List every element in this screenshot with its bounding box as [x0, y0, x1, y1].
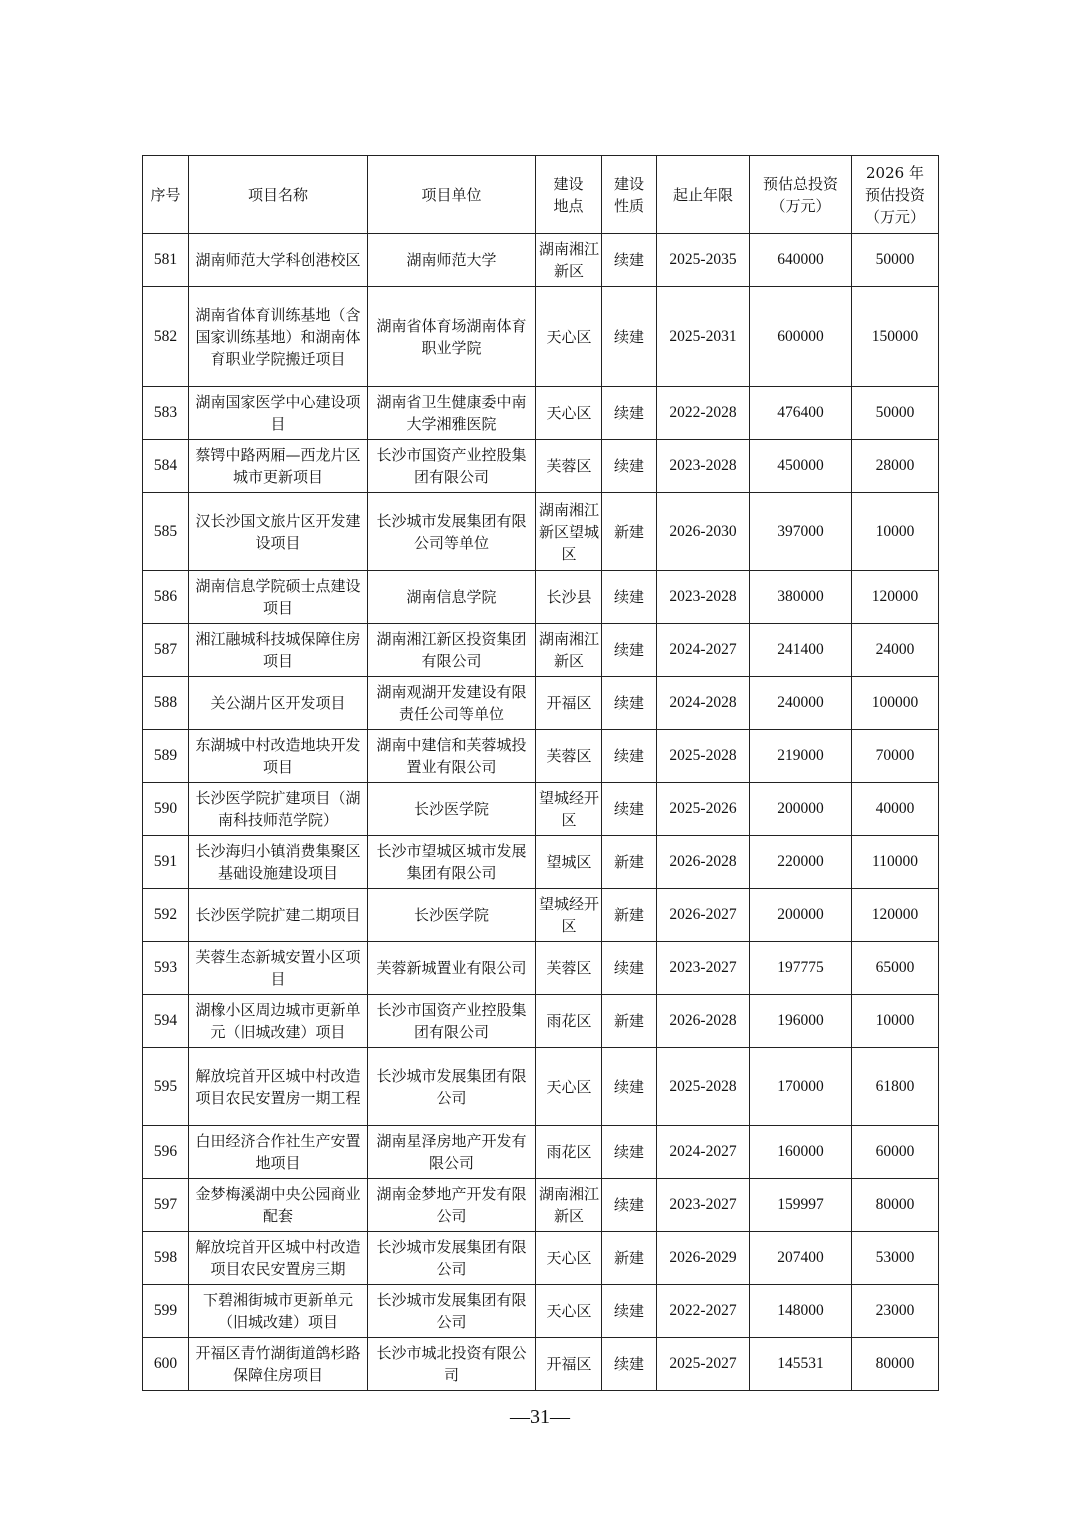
location — [536, 889, 602, 942]
table-row — [143, 1179, 939, 1232]
project-name: 东湖城中村改造地块开发项目 — [189, 730, 368, 783]
header-2026 — [852, 156, 939, 234]
location — [536, 493, 602, 571]
total-investment: 160000 — [750, 1126, 852, 1179]
project-name: 湘江融城科技城保障住房项目 — [189, 624, 368, 677]
years: 2026-2027 — [657, 889, 750, 942]
years: 2024-2027 — [657, 1126, 750, 1179]
total-investment: 145531 — [750, 1338, 852, 1391]
project-unit: 湖南金梦地产开发有限公司 — [368, 1179, 536, 1232]
table-row — [143, 387, 939, 440]
location — [536, 1338, 602, 1391]
years: 2022-2027 — [657, 1285, 750, 1338]
project-unit: 湖南省卫生健康委中南大学湘雅医院 — [368, 387, 536, 440]
construction-type: 续建 — [602, 677, 657, 730]
investment-2026: 50000 — [852, 234, 939, 287]
location — [536, 440, 602, 493]
project-name: 汉长沙国文旅片区开发建设项目 — [189, 493, 368, 571]
page-number: —31— — [510, 1406, 570, 1428]
table-row — [143, 995, 939, 1048]
project-name: 金梦梅溪湖中央公园商业配套 — [189, 1179, 368, 1232]
project-unit: 湖南星泽房地产开发有限公司 — [368, 1126, 536, 1179]
construction-type: 新建 — [602, 836, 657, 889]
header-unit: 项目单位 — [368, 156, 536, 234]
investment-2026: 53000 — [852, 1232, 939, 1285]
row-no: 591 — [143, 836, 189, 889]
table-row — [143, 783, 939, 836]
row-no: 586 — [143, 571, 189, 624]
table-row — [143, 1126, 939, 1179]
row-no: 587 — [143, 624, 189, 677]
header-years: 起止年限 — [657, 156, 750, 234]
construction-type: 续建 — [602, 1048, 657, 1126]
project-unit: 长沙城市发展集团有限公司 — [368, 1232, 536, 1285]
construction-type: 续建 — [602, 783, 657, 836]
table-row — [143, 730, 939, 783]
location — [536, 995, 602, 1048]
row-no: 600 — [143, 1338, 189, 1391]
location — [536, 624, 602, 677]
total-investment: 219000 — [750, 730, 852, 783]
table-row — [143, 493, 939, 571]
construction-type: 续建 — [602, 1126, 657, 1179]
header-text: 建设性质 — [614, 174, 645, 215]
years: 2026-2028 — [657, 836, 750, 889]
construction-type: 续建 — [602, 440, 657, 493]
location-text: 望城区 — [546, 853, 592, 871]
total-investment: 476400 — [750, 387, 852, 440]
header-text: 预估总投资（万元） — [763, 174, 839, 215]
investment-2026: 150000 — [852, 287, 939, 387]
location — [536, 1285, 602, 1338]
years: 2026-2028 — [657, 995, 750, 1048]
project-name: 湖橡小区周边城市更新单元（旧城改建）项目 — [189, 995, 368, 1048]
years: 2024-2028 — [657, 677, 750, 730]
project-name: 蔡锷中路两厢—西龙片区城市更新项目 — [189, 440, 368, 493]
location — [536, 1126, 602, 1179]
location-text: 雨花区 — [546, 1012, 592, 1030]
years: 2024-2027 — [657, 624, 750, 677]
location-text: 开福区 — [546, 1355, 592, 1373]
construction-type: 续建 — [602, 1179, 657, 1232]
investment-2026: 28000 — [852, 440, 939, 493]
table-row — [143, 287, 939, 387]
years: 2022-2028 — [657, 387, 750, 440]
table-row — [143, 1285, 939, 1338]
construction-type: 续建 — [602, 287, 657, 387]
investment-2026: 120000 — [852, 889, 939, 942]
location-text: 芙蓉区 — [546, 747, 592, 765]
location-text: 芙蓉区 — [546, 457, 592, 475]
total-investment: 241400 — [750, 624, 852, 677]
project-name: 湖南国家医学中心建设项目 — [189, 387, 368, 440]
project-unit: 湖南省体育场湖南体育职业学院 — [368, 287, 536, 387]
total-investment: 148000 — [750, 1285, 852, 1338]
location — [536, 287, 602, 387]
total-investment: 640000 — [750, 234, 852, 287]
years: 2025-2028 — [657, 1048, 750, 1126]
table-row — [143, 889, 939, 942]
table-row — [143, 836, 939, 889]
location-text: 望城经开区 — [539, 895, 600, 935]
total-investment: 170000 — [750, 1048, 852, 1126]
project-name: 开福区青竹湖街道鸽杉路保障住房项目 — [189, 1338, 368, 1391]
total-investment: 240000 — [750, 677, 852, 730]
investment-2026: 65000 — [852, 942, 939, 995]
years: 2026-2029 — [657, 1232, 750, 1285]
row-no: 583 — [143, 387, 189, 440]
table-row — [143, 942, 939, 995]
header-name: 项目名称 — [189, 156, 368, 234]
header-text: 建设地点 — [553, 174, 584, 215]
project-unit: 芙蓉新城置业有限公司 — [368, 942, 536, 995]
location — [536, 730, 602, 783]
years: 2023-2027 — [657, 942, 750, 995]
project-name: 芙蓉生态新城安置小区项目 — [189, 942, 368, 995]
location-text: 湖南湘江新区望城区 — [539, 500, 600, 563]
project-name: 解放垸首开区城中村改造项目农民安置房一期工程 — [189, 1048, 368, 1126]
table-row — [143, 571, 939, 624]
row-no: 590 — [143, 783, 189, 836]
investment-2026: 50000 — [852, 387, 939, 440]
table-row — [143, 440, 939, 493]
location-text: 天心区 — [546, 327, 592, 346]
location-text: 湖南湘江新区 — [539, 1185, 600, 1225]
location-text: 天心区 — [546, 1249, 592, 1267]
location — [536, 571, 602, 624]
investment-2026: 61800 — [852, 1048, 939, 1126]
years: 2023-2028 — [657, 440, 750, 493]
years: 2025-2027 — [657, 1338, 750, 1391]
location-text: 湖南湘江新区 — [539, 630, 600, 670]
project-unit: 湖南师范大学 — [368, 234, 536, 287]
location — [536, 836, 602, 889]
construction-type: 新建 — [602, 1232, 657, 1285]
row-no: 596 — [143, 1126, 189, 1179]
investment-2026: 80000 — [852, 1338, 939, 1391]
table-header-row — [143, 156, 939, 234]
location — [536, 677, 602, 730]
header-total — [750, 156, 852, 234]
investment-2026: 100000 — [852, 677, 939, 730]
row-no: 594 — [143, 995, 189, 1048]
project-name: 湖南省体育训练基地（含国家训练基地）和湖南体育职业学院搬迁项目 — [189, 287, 368, 387]
project-unit: 长沙医学院 — [368, 783, 536, 836]
location-text: 雨花区 — [546, 1143, 592, 1161]
construction-type: 续建 — [602, 1285, 657, 1338]
project-name: 长沙海归小镇消费集聚区基础设施建设项目 — [189, 836, 368, 889]
table-body — [143, 234, 939, 1391]
location — [536, 1048, 602, 1126]
construction-type: 续建 — [602, 571, 657, 624]
project-unit: 长沙市城北投资有限公司 — [368, 1338, 536, 1391]
construction-type: 续建 — [602, 624, 657, 677]
project-name: 下碧湘街城市更新单元（旧城改建）项目 — [189, 1285, 368, 1338]
years: 2025-2026 — [657, 783, 750, 836]
project-table — [142, 155, 939, 1391]
row-no: 588 — [143, 677, 189, 730]
table-row — [143, 624, 939, 677]
project-name: 关公湖片区开发项目 — [189, 677, 368, 730]
location — [536, 1232, 602, 1285]
location-text: 开福区 — [546, 694, 592, 712]
location-text: 望城经开区 — [539, 789, 600, 829]
header-no: 序号 — [143, 156, 189, 234]
project-unit: 湖南中建信和芙蓉城投置业有限公司 — [368, 730, 536, 783]
project-unit: 长沙城市发展集团有限公司 — [368, 1285, 536, 1338]
investment-2026: 60000 — [852, 1126, 939, 1179]
location-text: 天心区 — [546, 1302, 592, 1320]
investment-2026: 10000 — [852, 995, 939, 1048]
location — [536, 387, 602, 440]
total-investment: 450000 — [750, 440, 852, 493]
investment-2026: 120000 — [852, 571, 939, 624]
row-no: 595 — [143, 1048, 189, 1126]
years: 2023-2027 — [657, 1179, 750, 1232]
total-investment: 397000 — [750, 493, 852, 571]
project-name: 白田经济合作社生产安置地项目 — [189, 1126, 368, 1179]
total-investment: 380000 — [750, 571, 852, 624]
investment-2026: 70000 — [852, 730, 939, 783]
investment-2026: 40000 — [852, 783, 939, 836]
row-no: 597 — [143, 1179, 189, 1232]
table-row — [143, 1232, 939, 1285]
construction-type: 续建 — [602, 234, 657, 287]
investment-2026: 80000 — [852, 1179, 939, 1232]
construction-type: 续建 — [602, 387, 657, 440]
total-investment: 600000 — [750, 287, 852, 387]
construction-type: 续建 — [602, 1338, 657, 1391]
project-unit: 长沙医学院 — [368, 889, 536, 942]
location-text: 湖南湘江新区 — [539, 240, 600, 280]
row-no: 581 — [143, 234, 189, 287]
location-text: 长沙县 — [546, 588, 592, 606]
project-name: 解放垸首开区城中村改造项目农民安置房三期 — [189, 1232, 368, 1285]
investment-2026: 24000 — [852, 624, 939, 677]
years: 2025-2031 — [657, 287, 750, 387]
project-unit: 湖南信息学院 — [368, 571, 536, 624]
project-name: 长沙医学院扩建项目（湖南科技师范学院） — [189, 783, 368, 836]
investment-2026: 10000 — [852, 493, 939, 571]
table-row — [143, 1338, 939, 1391]
total-investment: 200000 — [750, 783, 852, 836]
row-no: 592 — [143, 889, 189, 942]
total-investment: 220000 — [750, 836, 852, 889]
project-unit: 湖南观湖开发建设有限责任公司等单位 — [368, 677, 536, 730]
table-row — [143, 234, 939, 287]
project-unit: 长沙市望城区城市发展集团有限公司 — [368, 836, 536, 889]
years: 2025-2028 — [657, 730, 750, 783]
row-no: 599 — [143, 1285, 189, 1338]
location-text: 天心区 — [546, 1077, 592, 1096]
project-unit: 长沙市国资产业控股集团有限公司 — [368, 995, 536, 1048]
project-name: 长沙医学院扩建二期项目 — [189, 889, 368, 942]
location — [536, 942, 602, 995]
total-investment: 196000 — [750, 995, 852, 1048]
row-no: 593 — [143, 942, 189, 995]
total-investment: 207400 — [750, 1232, 852, 1285]
header-location — [536, 156, 602, 234]
construction-type: 新建 — [602, 889, 657, 942]
location-text: 芙蓉区 — [546, 959, 592, 977]
total-investment: 200000 — [750, 889, 852, 942]
header-type — [602, 156, 657, 234]
location — [536, 234, 602, 287]
location-text: 天心区 — [546, 404, 592, 422]
total-investment: 197775 — [750, 942, 852, 995]
row-no: 598 — [143, 1232, 189, 1285]
years: 2025-2035 — [657, 234, 750, 287]
total-investment: 159997 — [750, 1179, 852, 1232]
row-no: 584 — [143, 440, 189, 493]
investment-2026: 23000 — [852, 1285, 939, 1338]
project-unit: 长沙城市发展集团有限公司等单位 — [368, 493, 536, 571]
construction-type: 续建 — [602, 730, 657, 783]
construction-type: 新建 — [602, 995, 657, 1048]
table-row — [143, 1048, 939, 1126]
row-no: 582 — [143, 287, 189, 387]
row-no: 585 — [143, 493, 189, 571]
location — [536, 1179, 602, 1232]
project-unit: 长沙城市发展集团有限公司 — [368, 1048, 536, 1126]
location — [536, 783, 602, 836]
project-unit: 长沙市国资产业控股集团有限公司 — [368, 440, 536, 493]
construction-type: 续建 — [602, 942, 657, 995]
investment-2026: 110000 — [852, 836, 939, 889]
years: 2026-2030 — [657, 493, 750, 571]
project-unit: 湖南湘江新区投资集团有限公司 — [368, 624, 536, 677]
project-name: 湖南师范大学科创港校区 — [189, 234, 368, 287]
row-no: 589 — [143, 730, 189, 783]
project-name: 湖南信息学院硕士点建设项目 — [189, 571, 368, 624]
years: 2023-2028 — [657, 571, 750, 624]
construction-type: 新建 — [602, 493, 657, 571]
table-row — [143, 677, 939, 730]
header-text: 2026 年预估投资（万元） — [864, 163, 925, 226]
